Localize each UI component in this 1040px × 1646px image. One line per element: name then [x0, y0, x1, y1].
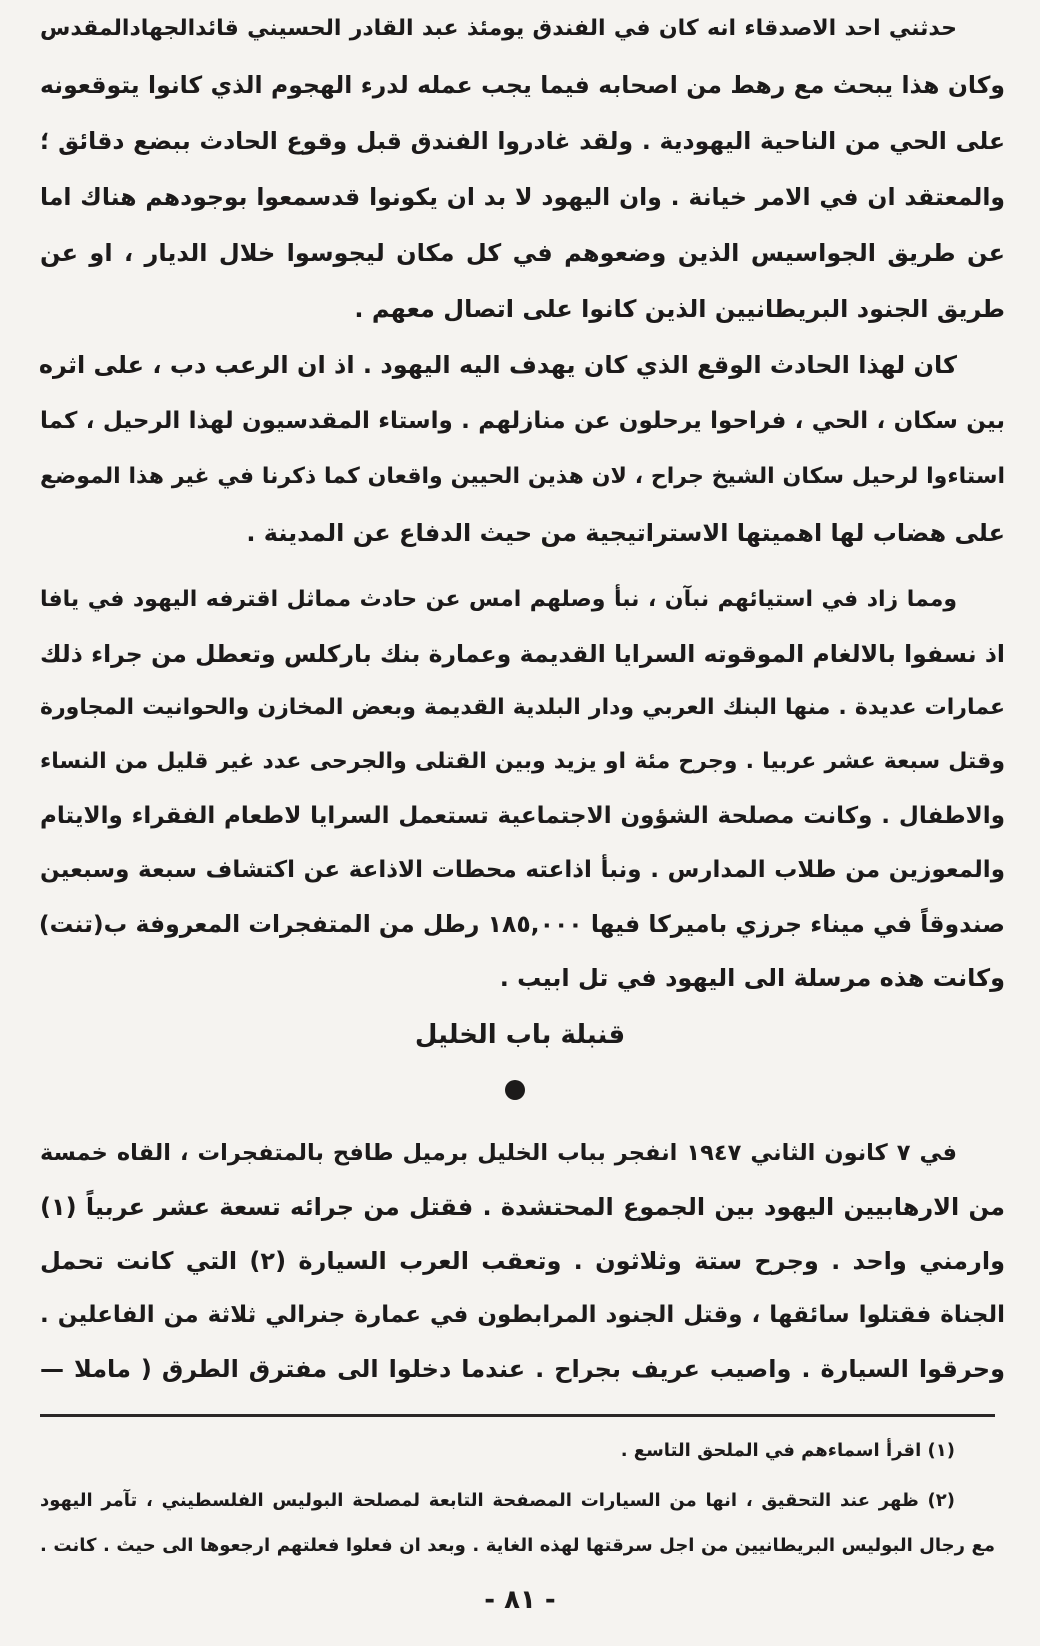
text-line: استاءوا لرحيل سكان الشيخ جراح ، لان هذين الحيين واقعان كما ذكرنا في غير هذا الموضع — [40, 464, 1005, 489]
text-line: عن طريق الجواسيس الذين وضعوهم في كل مكان ليجوسوا خلال الديار ، او عن — [40, 239, 1005, 267]
text-line: صندوقاً في ميناء جرزي باميركا فيها ١٨٥,٠٠٠ رطل من المتفجرات المعروفة ب(تنت) — [38, 910, 1005, 938]
text-line: كان لهذا الحادث الوقع الذي كان يهدف اليه اليهود . اذ ان الرعب دب ، على اثره — [38, 351, 957, 379]
text-line: من الارهابيين اليهود بين الجموع المحتشدة . فقتل من جرائه تسعة عشر عربياً (١) — [40, 1193, 1005, 1221]
text-line: على هضاب لها اهميتها الاستراتيجية من حيث الدفاع عن المدينة . — [246, 519, 1005, 547]
text-line: طريق الجنود البريطانيين الذين كانوا على اتصال معهم . — [354, 295, 1005, 323]
text-line: وحرقوا السيارة . واصيب عريف بجراح . عندما دخلوا الى مفترق الطرق ( ماملا — — [40, 1355, 1005, 1383]
bullet-ornament — [505, 1080, 525, 1100]
paragraph-3 — [40, 573, 1005, 1005]
text-line: بين سكان ، الحي ، فراحوا يرحلون عن منازلهم . واستاء المقدسيون لهذا الرحيل ، كما — [40, 408, 1005, 434]
section-heading: قنبلة باب الخليل — [414, 1020, 626, 1050]
text-line: اذ نسفوا بالالغام الموقوته السرايا القديمة وعمارة بنك باركلس وتعطل من جراء ذلك — [40, 640, 1005, 668]
footnote-1: (١) اقرأ اسماءهم في الملحق التاسع . — [620, 1440, 955, 1461]
page-number: - ٨١ - — [484, 1585, 556, 1615]
text-line: حدثني احد الاصدقاء انه كان في الفندق يومئذ عبد القادر الحسيني قائدالجهادالمقدس — [40, 16, 957, 41]
text-line: عمارات عديدة . منها البنك العربي ودار البلدية القديمة وبعض المخازن والحوانيت المجاورة — [40, 695, 1005, 720]
text-line: الجناة فقتلوا سائقها ، وقتل الجنود المرابطون في عمارة جنرالي ثلاثة من الفاعلين . — [40, 1302, 1005, 1328]
footnote-2-line-2: مع رجال البوليس البريطانيين من اجل سرقتها لهذه الغاية . وبعد ان فعلوا فعلتهم ارجعوها الى حيث . كانت . — [40, 1535, 995, 1556]
text-line: وقتل سبعة عشر عربيا . وجرح مئة او يزيد وبين القتلى والجرحى عدد غير قليل من النساء — [40, 749, 1005, 774]
paragraph-1 — [40, 1, 1005, 337]
footnote-2-line-1: (٢) ظهر عند التحقيق ، انها من السيارات المصفحة التابعة لمصلحة البوليس الفلسطيني ، تآمر اليهود — [40, 1490, 955, 1511]
text-line: في ٧ كانون الثاني ١٩٤٧ انفجر بباب الخليل برميل طافح بالمتفجرات ، القاه خمسة — [40, 1140, 957, 1166]
text-line: ومما زاد في استيائهم نبآن ، نبأ وصلهم امس عن حادث مماثل اقترفه اليهود في يافا — [40, 587, 957, 612]
text-line: وكان هذا يبحث مع رهط من اصحابه فيما يجب عمله لدرء الهجوم الذي كانوا يتوقعونه — [40, 71, 1005, 99]
text-line: والمعتقد ان في الامر خيانة . وان اليهود لا بد ان يكونوا قدسمعوا بوجودهم هناك اما — [40, 183, 1005, 211]
text-line: والاطفال . وكانت مصلحة الشؤون الاجتماعية تستعمل السرايا لاطعام الفقراء والايتام — [40, 803, 1005, 829]
paragraph-4 — [40, 1126, 1005, 1396]
text-line: والمعوزين من طلاب المدارس . ونبأ اذاعته محطات الاذاعة عن اكتشاف سبعة وسبعين — [40, 857, 1005, 883]
paragraph-2 — [40, 337, 1005, 561]
footnote-divider — [40, 1414, 995, 1417]
text-line: وارمني واحد . وجرح ستة وثلاثون . وتعقب العرب السيارة (٢) التي كانت تحمل — [40, 1247, 1006, 1275]
text-line: على الحي من الناحية اليهودية . ولقد غادروا الفندق قبل وقوع الحادث ببضع دقائق ؛ — [40, 127, 1005, 155]
text-line: وكانت هذه مرسلة الى اليهود في تل ابيب . — [499, 964, 1005, 992]
